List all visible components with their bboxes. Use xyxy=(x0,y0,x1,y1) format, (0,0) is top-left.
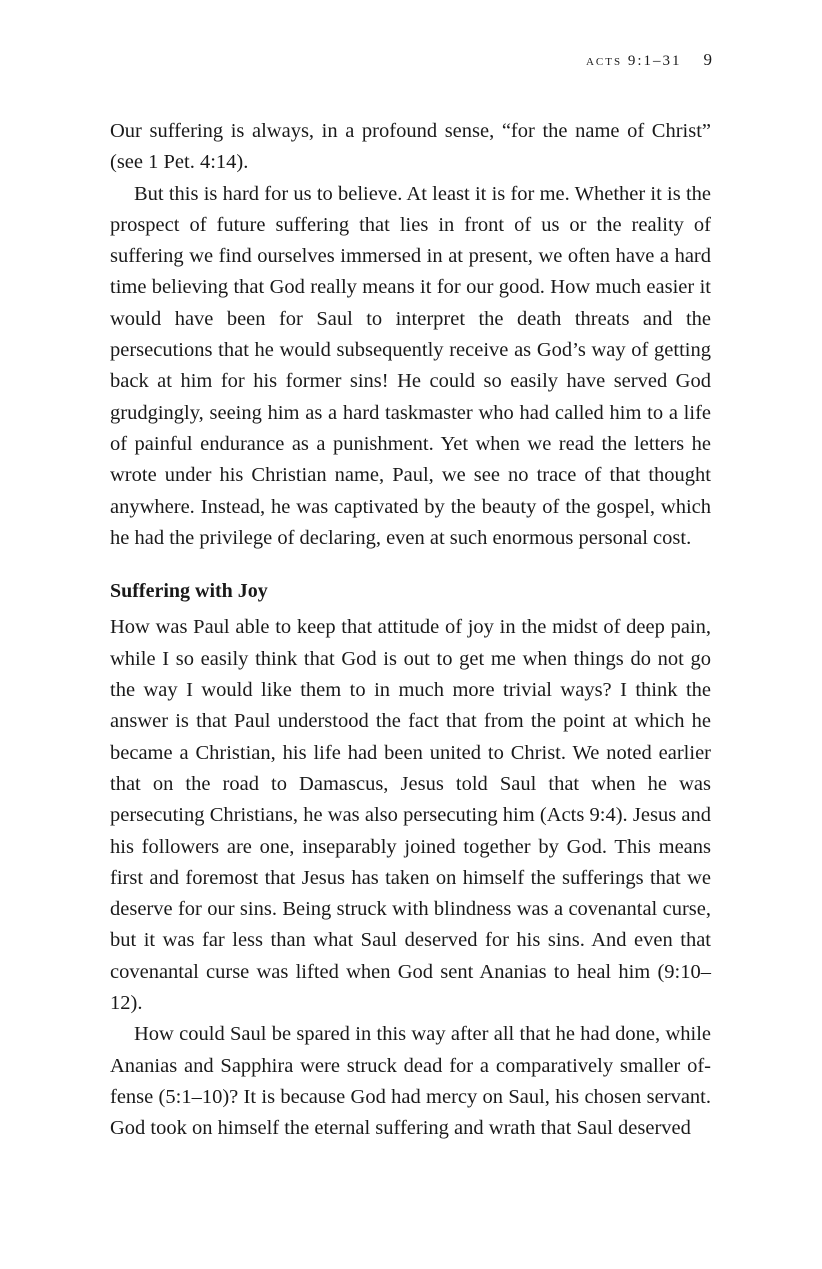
section-heading: Suffering with Joy xyxy=(110,580,268,603)
running-head-title: acts 9:1–31 xyxy=(585,53,682,69)
paragraph: Our suffering is always, in a profound sense, “for the name of Christ” (see 1 Pet. 4:14). xyxy=(110,120,711,174)
page-number: 9 xyxy=(703,50,712,69)
paragraph: But this is hard for us to believe. At least it is for me. Whether it is the prospect of future suffering that lies in front of us or the reality of suffering we find ourselves immersed in at present, we often have a hard time believing that God really means it for our good. How much easier it would have been for Saul to interpret the death threats and the persecutions that he would subsequently receive as God’s way of getting back at him for his former sins! He could so easily have served God grudgingly, seeing him as a hard taskmaster who had called him to a life of painful endurance as a punishment. Yet when we read the letters he wrote under his Christian name, Paul, we see no trace of that thought anywhere. Instead, he was captivated by the beauty of the gospel, which he had the privilege of declaring, even at such enormous personal cost. xyxy=(110,182,711,549)
body-text xyxy=(110,116,711,1145)
running-head xyxy=(586,50,712,70)
paragraph: How was Paul able to keep that attitude of joy in the midst of deep pain, while I so easily think that God is out to get me when things do not go the way I would like them to in much more trivial ways? I think the answer is that Paul understood the fact that from the point at which he became a Christian, his life had been united to Christ. We noted earlier that on the road to Damascus, Jesus told Saul that when he was persecuting Christians, he was also persecuting him (Acts 9:4). Jesus and his followers are one, inseparably joined together by God. This means first and foremost that Jesus has taken on himself the sufferings that we deserve for our sins. Being struck with blindness was a covenantal curse, but it was far less than what Saul deserved for his sins. And even that covenantal curse was lifted when God sent Ananias to heal him (9:10–12). xyxy=(110,616,711,1015)
paragraph: How could Saul be spared in this way after all that he had done, while Ananias and Sapphira were struck dead for a comparatively smaller offense (5:1–10)? It is because God had mercy on Saul, his chosen servant. God took on himself the eternal suffering and wrath that Saul deserved xyxy=(110,1023,711,1140)
